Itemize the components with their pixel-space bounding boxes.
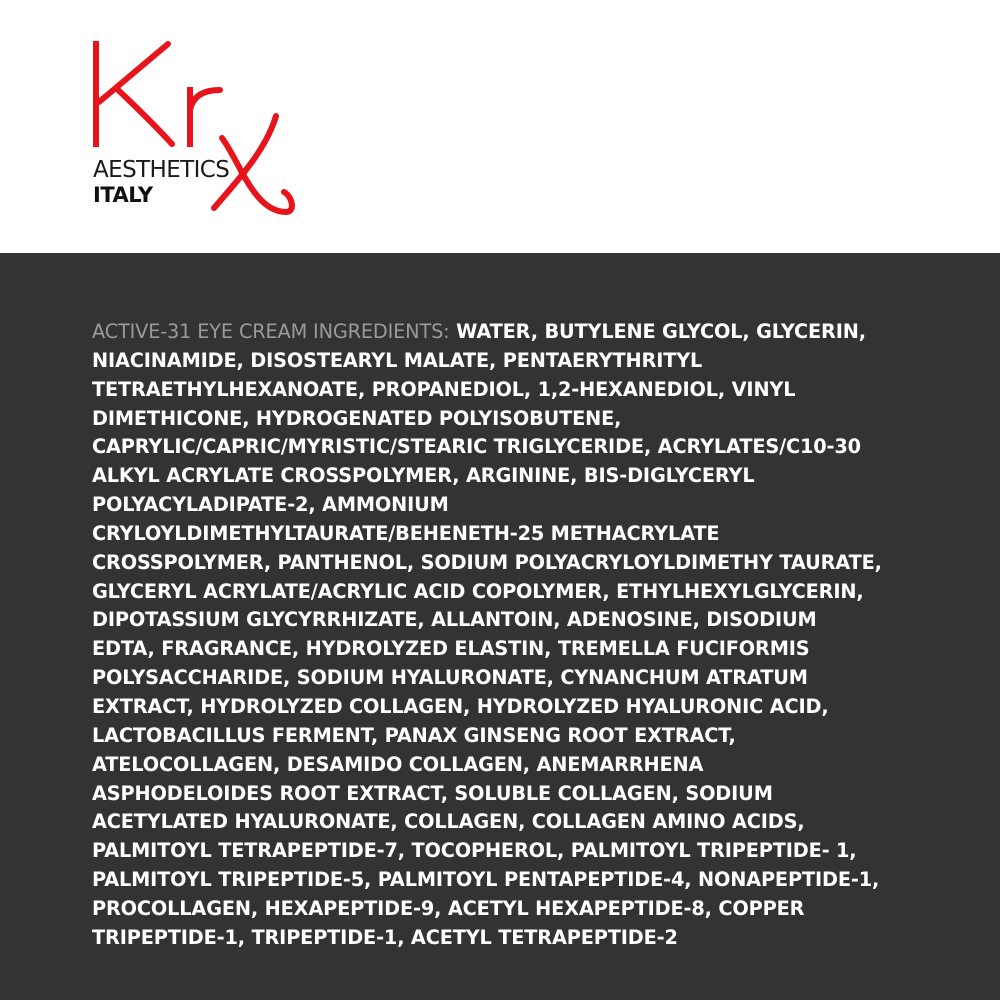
header xyxy=(0,0,1000,253)
ingredients-text xyxy=(92,318,912,953)
ingredients-line: PROCOLLAGEN, HEXAPEPTIDE-9, ACETYL HEXAPEPTIDE-8, COPPER xyxy=(92,896,805,920)
ingredients-line: PALMITOYL TRIPEPTIDE-5, PALMITOYL PENTAPEPTIDE-4, NONAPEPTIDE-1, xyxy=(92,868,880,892)
ingredients-line: ACTIVE-31 EYE CREAM INGREDIENTS: WATER, BUTYLENE GLYCOL, GLYCERIN, xyxy=(92,320,866,343)
ingredients-line: ACETYLATED HYALURONATE, COLLAGEN, COLLAGEN AMINO ACIDS, xyxy=(92,810,805,834)
ingredients-line: GLYCERYL ACRYLATE/ACRYLIC ACID COPOLYMER, ETHYLHEXYLGLYCERIN, xyxy=(92,579,864,603)
brand-logo xyxy=(90,40,300,220)
ingredients-line: ALKYL ACRYLATE CROSSPOLYMER, ARGININE, BIS-DIGLYCERYL xyxy=(92,464,755,488)
ingredients-line: ATELOCOLLAGEN, DESAMIDO COLLAGEN, ANEMARRHENA xyxy=(92,752,704,776)
ingredients-line: EDTA, FRAGRANCE, HYDROLYZED ELASTIN, TREMELLA FUCIFORMIS xyxy=(92,637,810,661)
ingredients-line: CRYLOYLDIMETHYLTAURATE/BEHENETH-25 METHACRYLATE xyxy=(92,521,720,545)
ingredients-line: DIMETHICONE, HYDROGENATED POLYISOBUTENE, xyxy=(92,406,622,430)
ingredients-line: POLYACYLADIPATE-2, AMMONIUM xyxy=(92,493,449,517)
brand-line-aesthetics: AESTHETICS xyxy=(93,157,230,183)
ingredients-line: LACTOBACILLUS FERMENT, PANAX GINSENG ROOT EXTRACT, xyxy=(92,723,736,747)
ingredients-line: POLYSACCHARIDE, SODIUM HYALURONATE, CYNANCHUM ATRATUM xyxy=(92,666,808,690)
ingredients-line: ASPHODELOIDES ROOT EXTRACT, SOLUBLE COLLAGEN, SODIUM xyxy=(92,781,773,805)
ingredients-line: TETRAETHYLHEXANOATE, PROPANEDIOL, 1,2-HEXANEDIOL, VINYL xyxy=(92,377,796,401)
ingredients-line: PALMITOYL TETRAPEPTIDE-7, TOCOPHEROL, PALMITOYL TRIPEPTIDE- 1, xyxy=(92,839,857,863)
ingredients-line: CAPRYLIC/CAPRIC/MYRISTIC/STEARIC TRIGLYCERIDE, ACRYLATES/C10-30 xyxy=(92,435,861,459)
brand-line-italy: ITALY xyxy=(93,183,153,207)
ingredients-line: CROSSPOLYMER, PANTHENOL, SODIUM POLYACRYLOYLDIMETHY TAURATE, xyxy=(92,550,882,574)
ingredients-line: TRIPEPTIDE-1, TRIPEPTIDE-1, ACETYL TETRAPEPTIDE-2 xyxy=(92,925,678,949)
ingredients-line: EXTRACT, HYDROLYZED COLLAGEN, HYDROLYZED HYALURONIC ACID, xyxy=(92,694,829,718)
ingredients-line: DIPOTASSIUM GLYCYRRHIZATE, ALLANTOIN, ADENOSINE, DISODIUM xyxy=(92,608,817,632)
ingredients-label: ACTIVE-31 EYE CREAM INGREDIENTS: xyxy=(92,320,450,343)
ingredients-line: NIACINAMIDE, DISOSTEARYL MALATE, PENTAERYTHRITYL xyxy=(92,348,703,372)
